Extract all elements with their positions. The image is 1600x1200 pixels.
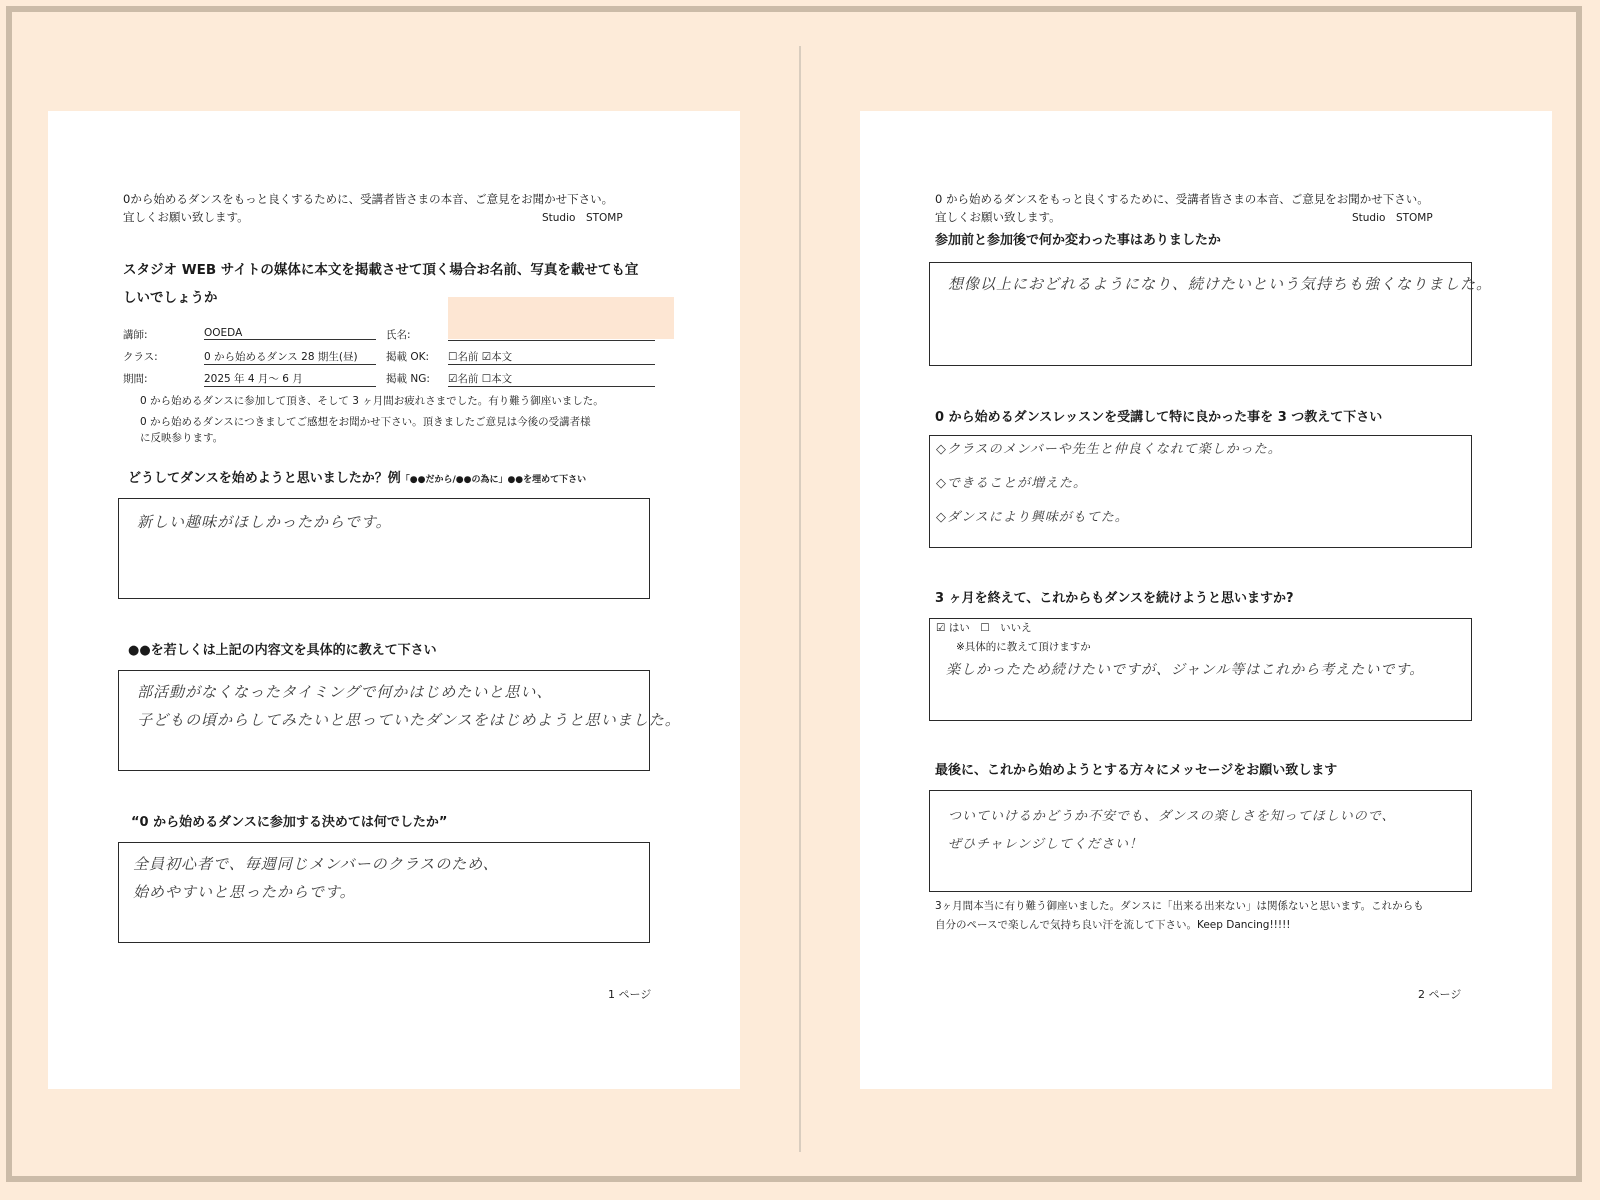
name-label: 氏名: <box>386 329 411 341</box>
q1-answer: 新しい趣味がほしかったからです。 <box>137 513 392 531</box>
publish-ng-value: ☑名前 ☐本文 <box>448 371 655 387</box>
page-divider <box>799 46 801 1152</box>
q4-answer-box <box>929 262 1493 366</box>
q6-title: 3 ヶ月を終えて、これからもダンスを続けようと思いますか? <box>935 591 1294 606</box>
publish-ng-label: 掲載 NG: <box>386 373 430 385</box>
period-value: 2025 年 4 月～ 6 月 <box>204 371 376 387</box>
q5-item-1: ◇クラスのメンバーや先生と仲良くなれて楽しかった。 <box>936 442 1282 457</box>
q3-answer-line-1: 全員初心者で、毎週同じメンバーのクラスのため、 <box>133 855 499 873</box>
publish-question-line-1: スタジオ WEB サイトの媒体に本文を掲載させて頂く場合お名前、写真を載せても宜 <box>123 262 639 278</box>
q7-title: 最後に、これから始めようとする方々にメッセージをお願い致します <box>935 763 1338 778</box>
closing-line-2: 自分のペースで楽しんで気持ち良い汗を流して下さい。Keep Dancing!!!!! <box>935 919 1291 931</box>
closing-line-1: 3ヶ月間本当に有り難う御座いました。ダンスに「出来る出来ない」は関係ないと思います。これからも <box>935 900 1424 912</box>
page-number: 1 ページ <box>608 988 652 1001</box>
page-number: 2 ページ <box>1418 988 1462 1001</box>
q6-answer: 楽しかったため続けたいですが、ジャンル等はこれから考えたいです。 <box>946 662 1425 678</box>
feedback-line-1: 0 から始めるダンスにつきましてご感想をお聞かせ下さい。頂きましたご意見は今後の受講者様 <box>140 416 591 428</box>
period-label: 期間: <box>123 373 148 385</box>
survey-page-1 <box>48 111 740 1089</box>
q2-answer-line-2: 子どもの頃からしてみたいと思っていたダンスをはじめようと思いました。 <box>137 711 681 729</box>
publish-question-line-2: しいでしょうか <box>123 290 218 306</box>
q5-item-3: ◇ダンスにより興味がもてた。 <box>936 510 1129 525</box>
instructor-value: OOEDA <box>204 327 376 340</box>
q6-note: ※具体的に教えて頂けますか <box>956 641 1091 653</box>
q2-title: ●●を若しくは上記の内容文を具体的に教えて下さい <box>128 643 437 658</box>
q2-answer-box <box>118 670 681 771</box>
name-field-line <box>448 340 655 341</box>
studio-name: Studio STOMP <box>1352 212 1433 224</box>
q6-answer-box <box>929 618 1472 721</box>
q6-options: ☑ はい ☐ いいえ <box>936 622 1032 634</box>
class-label: クラス: <box>123 351 158 363</box>
intro-line-2: 宜しくお願い致します。 <box>935 210 1061 224</box>
publish-ok-value: ☐名前 ☑本文 <box>448 349 655 365</box>
q5-answer-box <box>929 435 1472 548</box>
q7-answer-box <box>929 790 1472 892</box>
studio-name: Studio STOMP <box>542 212 623 224</box>
q3-answer-line-2: 始めやすいと思ったからです。 <box>133 883 356 901</box>
class-value: 0 から始めるダンス 28 期生(昼) <box>204 349 376 365</box>
intro-line-1: 0 から始めるダンスをもっと良くするために、受講者皆さまの本音、ご意見をお聞かせ下さい。 <box>935 192 1429 206</box>
thanks-line: 0 から始めるダンスに参加して頂き、そして 3 ヶ月間お疲れさまでした。有り難う御座いました。 <box>140 395 604 407</box>
q3-title: “0 から始めるダンスに参加する決めては何でしたか” <box>131 815 448 830</box>
redacted-name <box>448 297 674 339</box>
intro-line-2: 宜しくお願い致します。 <box>123 210 249 224</box>
q4-answer: 想像以上におどれるようになり、続けたいという気持ちも強くなりました。 <box>948 275 1493 293</box>
intro-line-1: 0から始めるダンスをもっと良くするために、受講者皆さまの本音、ご意見をお聞かせ下さい。 <box>123 192 614 206</box>
q7-answer-line-2: ぜひチャレンジしてください！ <box>948 837 1143 852</box>
publish-ok-label: 掲載 OK: <box>386 351 430 363</box>
q1-answer-box <box>118 498 650 599</box>
q4-title: 参加前と参加後で何か変わった事はありましたか <box>935 233 1221 248</box>
q7-answer-line-1: ついていけるかどうか不安でも、ダンスの楽しさを知ってほしいので、 <box>948 809 1396 824</box>
survey-page-2 <box>860 111 1552 1089</box>
q2-answer-line-1: 部活動がなくなったタイミングで何かはじめたいと思い、 <box>137 683 553 701</box>
feedback-line-2: に反映参ります。 <box>140 432 224 444</box>
q3-answer-box <box>118 842 650 943</box>
instructor-label: 講師: <box>123 329 148 341</box>
q1-title: どうしてダンスを始めようと思いましたか？例「●●だから/●●の為に」●●を埋めて下さい <box>128 471 587 486</box>
q5-title: 0 から始めるダンスレッスンを受講して特に良かった事を 3 つ教えて下さい <box>935 410 1383 425</box>
q5-item-2: ◇できることが増えた。 <box>936 476 1087 491</box>
